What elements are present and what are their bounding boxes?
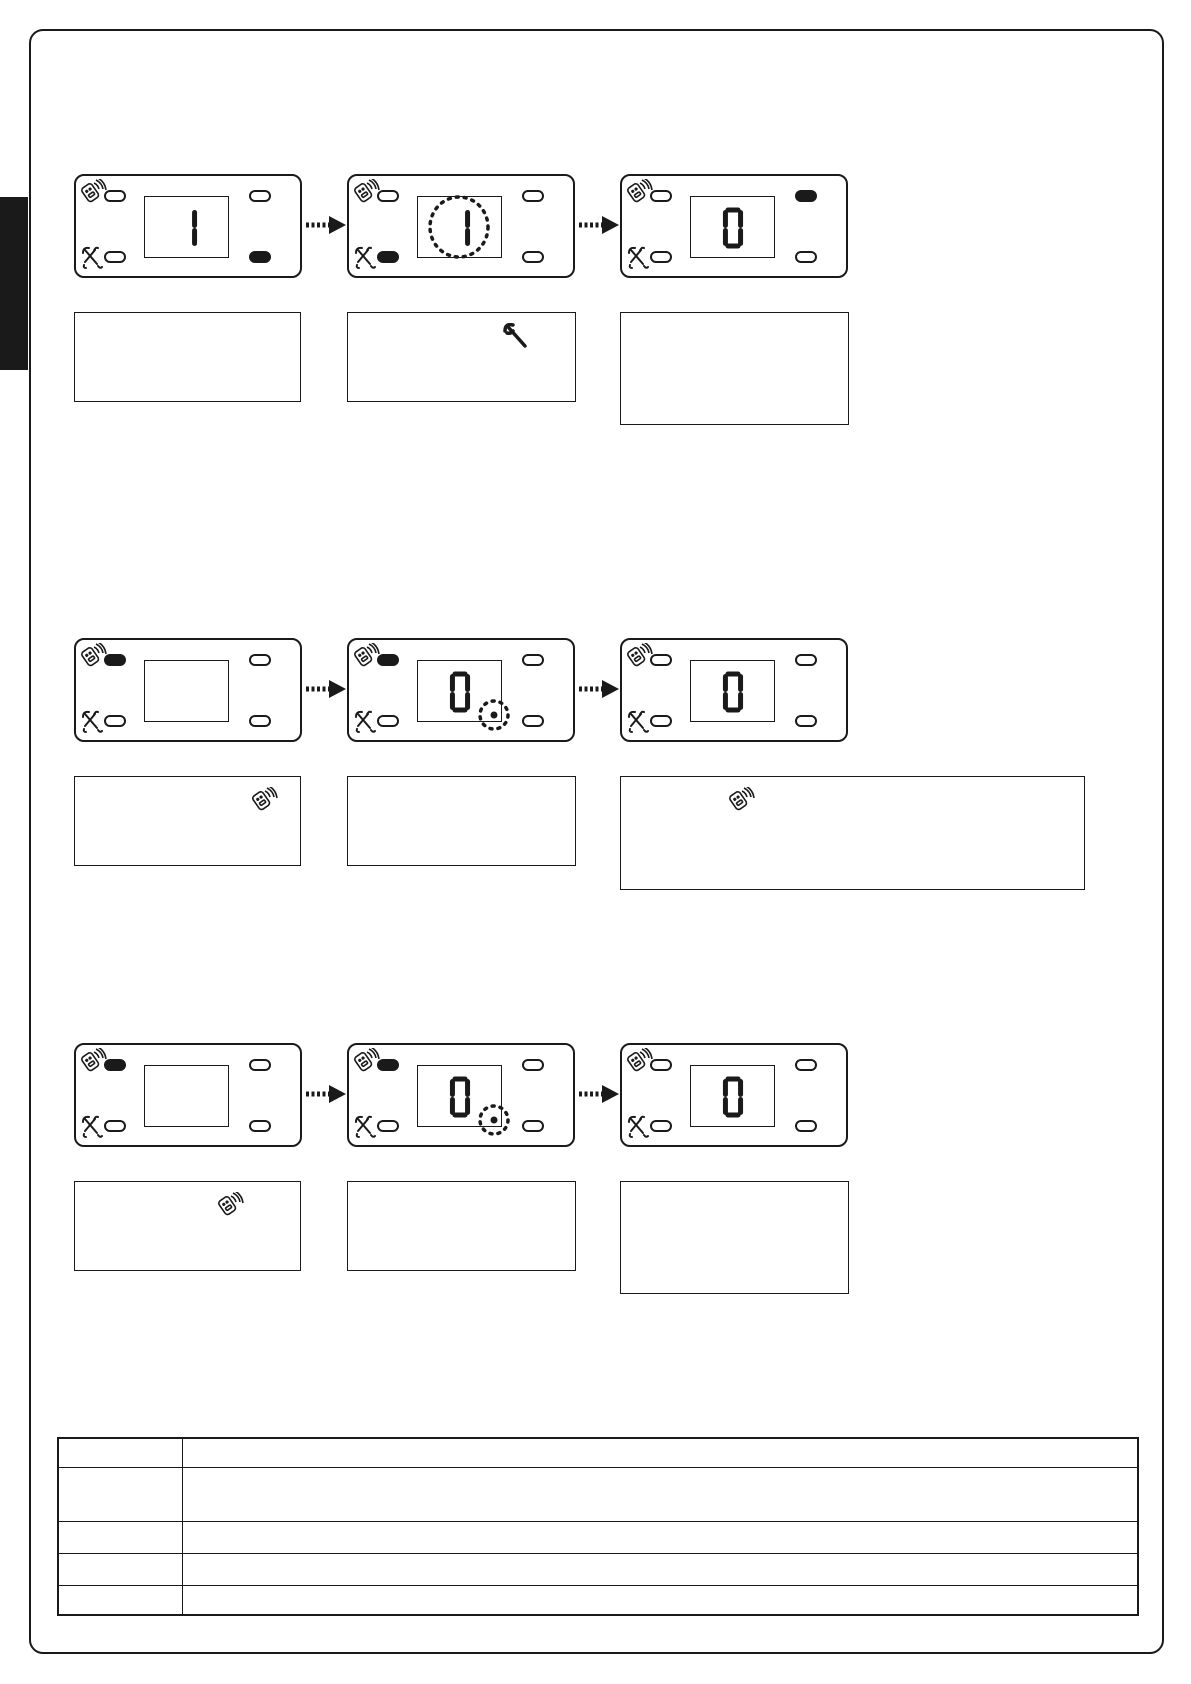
digit-display (690, 196, 775, 258)
wrench-icon (354, 710, 376, 739)
digit-display (417, 1065, 502, 1127)
arrow-right-icon (577, 1083, 621, 1105)
digit-display (417, 196, 502, 258)
control-panel-1-3 (620, 174, 848, 278)
wrench-icon (81, 246, 103, 275)
arrow-right-icon (304, 678, 348, 700)
wrench-icon (627, 1115, 649, 1144)
wrench-icon (354, 1115, 376, 1144)
table-row (59, 1467, 1137, 1521)
wrench-icon (627, 246, 649, 275)
section-edge-tab (0, 197, 28, 370)
step-note-2-3 (620, 776, 1085, 890)
indicator-led-bl-off (104, 1120, 126, 1132)
step-note-2-2 (347, 776, 576, 866)
indicator-led-br-off (522, 251, 544, 263)
digit-display (690, 660, 775, 722)
control-panel-2-2 (347, 638, 575, 742)
step-note-3-3 (620, 1181, 849, 1294)
indicator-led-bl-off (650, 251, 672, 263)
indicator-led-bl-off (650, 715, 672, 727)
indicator-led-bl-off (104, 251, 126, 263)
indicator-led-br-off (795, 715, 817, 727)
control-panel-3-1 (74, 1043, 302, 1147)
step-note-2-1 (74, 776, 301, 866)
control-panel-1-2 (347, 174, 575, 278)
step-note-3-1 (74, 1181, 301, 1271)
wrench-icon (81, 1115, 103, 1144)
remote-icon (216, 1192, 246, 1225)
wrench-icon (627, 710, 649, 739)
digit-display (690, 1065, 775, 1127)
digit-display (144, 196, 229, 258)
indicator-led-tl-off (104, 190, 126, 202)
indicator-led-br-on (249, 251, 271, 263)
indicator-led-br-off (795, 1120, 817, 1132)
remote-icon (727, 787, 757, 820)
arrow-right-icon (577, 214, 621, 236)
indicator-led-tr-off (522, 1059, 544, 1071)
indicator-led-br-off (522, 1120, 544, 1132)
indicator-led-tr-on (795, 190, 817, 202)
wrench-icon (81, 710, 103, 739)
indicator-led-tl-on (377, 1059, 399, 1071)
arrow-right-icon (304, 214, 348, 236)
indicator-led-br-off (249, 1120, 271, 1132)
control-panel-1-1 (74, 174, 302, 278)
indicator-led-tr-off (522, 190, 544, 202)
table-row (59, 1521, 1137, 1553)
indicator-led-tl-off (377, 190, 399, 202)
indicator-led-bl-on (377, 251, 399, 263)
wrench-icon (503, 323, 531, 356)
step-note-1-1 (74, 312, 301, 402)
control-panel-2-3 (620, 638, 848, 742)
indicator-led-tl-off (650, 654, 672, 666)
indicator-led-br-off (249, 715, 271, 727)
indicator-led-br-off (795, 251, 817, 263)
arrow-right-icon (304, 1083, 348, 1105)
indicator-led-bl-off (104, 715, 126, 727)
indicator-led-tl-on (104, 654, 126, 666)
table-row (59, 1553, 1137, 1585)
step-note-3-2 (347, 1181, 576, 1271)
indicator-led-tr-off (522, 654, 544, 666)
indicator-led-tl-off (650, 190, 672, 202)
digit-display (144, 660, 229, 722)
indicator-led-bl-off (377, 1120, 399, 1132)
digit-display (417, 660, 502, 722)
indicator-led-tr-off (795, 1059, 817, 1071)
control-panel-2-1 (74, 638, 302, 742)
indicator-led-bl-off (650, 1120, 672, 1132)
step-note-1-2 (347, 312, 576, 402)
indicator-led-tl-off (650, 1059, 672, 1071)
remote-icon (250, 787, 280, 820)
indicator-led-tl-on (377, 654, 399, 666)
wrench-icon (354, 246, 376, 275)
arrow-right-icon (577, 678, 621, 700)
indicator-led-tl-on (104, 1059, 126, 1071)
indicator-led-tr-off (249, 1059, 271, 1071)
indicator-led-tr-off (249, 190, 271, 202)
control-panel-3-3 (620, 1043, 848, 1147)
indicator-led-tr-off (795, 654, 817, 666)
table-row (59, 1585, 1137, 1616)
step-note-1-3 (620, 312, 849, 425)
indicator-led-tr-off (249, 654, 271, 666)
control-panel-3-2 (347, 1043, 575, 1147)
indicator-led-bl-off (377, 715, 399, 727)
reference-table (57, 1437, 1139, 1616)
digit-display (144, 1065, 229, 1127)
indicator-led-br-off (522, 715, 544, 727)
